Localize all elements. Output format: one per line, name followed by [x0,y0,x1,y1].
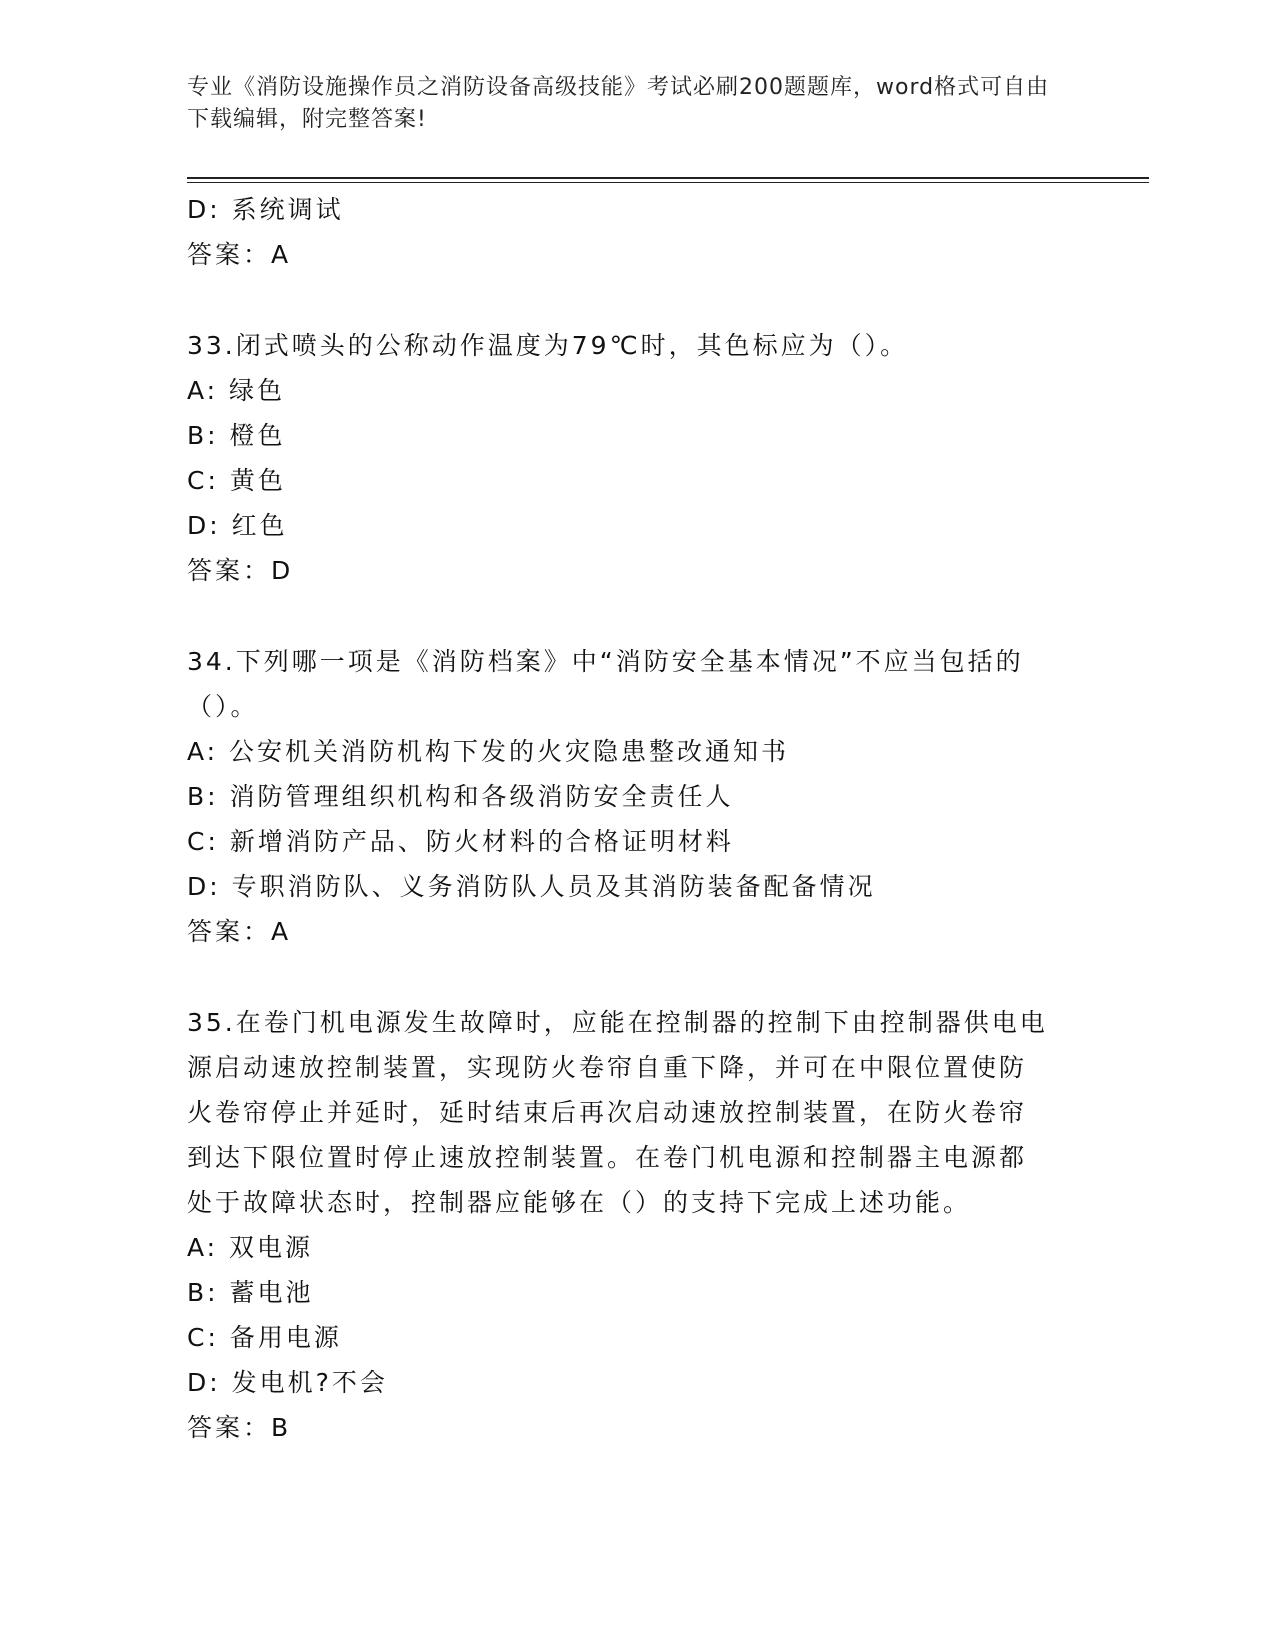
q35-option-b: B: 蓄电池 [187,1278,314,1307]
spacer [187,954,1087,1000]
q35-option-a: A: 双电源 [187,1233,314,1262]
q33-answer: 答案：D [187,556,294,585]
question-content [187,187,1087,1450]
q34-question-line-2: （）。 [187,692,259,721]
q34-option-c: C: 新增消防产品、防火材料的合格证明材料 [187,827,734,856]
q35-question-line-1: 35.在卷门机电源发生故障时，应能在控制器的控制下由控制器供电电 [187,1008,1048,1037]
spacer [187,277,1087,323]
q34-option-b: B: 消防管理组织机构和各级消防安全责任人 [187,782,734,811]
q33-option-d: D: 红色 [187,511,288,540]
q33-option-b: B: 橙色 [187,421,286,450]
prev-answer: 答案：A [187,240,292,269]
q33-question: 33.闭式喷头的公称动作温度为79℃时，其色标应为（）。 [187,331,909,360]
prev-option-d: D: 系统调试 [187,195,344,224]
q34-answer: 答案：A [187,917,292,946]
q35-option-d: D: 发电机?不会 [187,1368,388,1397]
q35-question-line-4: 到达下限位置时停止速放控制装置。在卷门机电源和控制器主电源都 [187,1143,1028,1172]
page-header: 专业《消防设施操作员之消防设备高级技能》考试必刷200题题库，word格式可自由下载编辑，附完整答案! [187,75,1050,132]
header-divider-thick [187,177,1149,179]
q33-option-c: C: 黄色 [187,466,286,495]
q34-question-line-1: 34.下列哪一项是《消防档案》中“消防安全基本情况”不应当包括的 [187,647,1024,676]
q35-option-c: C: 备用电源 [187,1323,342,1352]
q34-option-a: A: 公安机关消防机构下发的火灾隐患整改通知书 [187,737,790,766]
q35-question-line-2: 源启动速放控制装置，实现防火卷帘自重下降，并可在中限位置使防 [187,1053,1028,1082]
q35-answer: 答案：B [187,1413,292,1442]
q35-question-line-5: 处于故障状态时，控制器应能够在（）的支持下完成上述功能。 [187,1188,972,1217]
q34-option-d: D: 专职消防队、义务消防队人员及其消防装备配备情况 [187,872,876,901]
q35-question-line-3: 火卷帘停止并延时，延时结束后再次启动速放控制装置，在防火卷帘 [187,1098,1028,1127]
header-divider-thin [187,182,1149,183]
spacer [187,593,1087,639]
q33-option-a: A: 绿色 [187,376,286,405]
